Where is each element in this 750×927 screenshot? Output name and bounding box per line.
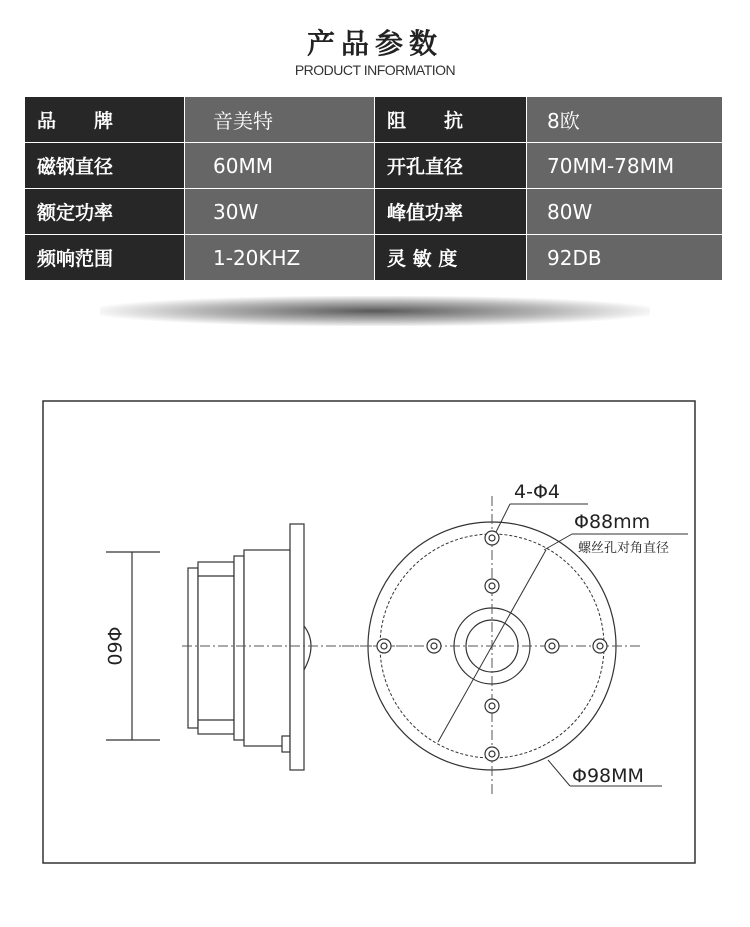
spec-table	[24, 96, 723, 281]
holes-label: 4-Φ4	[514, 481, 560, 503]
spec-value-sensitivity: 92DB	[527, 235, 723, 281]
page-subtitle: PRODUCT INFORMATION	[294, 62, 456, 78]
spec-value-cutout-diameter: 70MM-78MM	[527, 143, 723, 189]
spec-label-peak-power: 峰值功率	[375, 189, 527, 235]
spec-label-cutout-diameter: 开孔直径	[375, 143, 527, 189]
page-title: 产品参数	[306, 27, 443, 60]
side-diameter-label: Φ60	[103, 626, 125, 666]
outer-diameter-label: Φ98MM	[572, 765, 644, 787]
spec-value-rated-power: 30W	[185, 189, 375, 235]
table-row	[25, 189, 723, 235]
spec-label-frequency-range: 频响范围	[25, 235, 185, 281]
spec-label-impedance: 阻 抗	[375, 97, 527, 143]
spec-value-peak-power: 80W	[527, 189, 723, 235]
spec-label-brand: 品 牌	[25, 97, 185, 143]
spec-value-impedance: 8欧	[527, 97, 723, 143]
hole-circle-label: Φ88mm	[574, 511, 651, 533]
spec-label-magnet-diameter: 磁钢直径	[25, 143, 185, 189]
table-row	[25, 143, 723, 189]
table-row	[25, 97, 723, 143]
technical-drawing	[42, 400, 698, 866]
spec-label-rated-power: 额定功率	[25, 189, 185, 235]
spec-label-sensitivity: 灵 敏 度	[375, 235, 527, 281]
spec-value-magnet-diameter: 60MM	[185, 143, 375, 189]
spec-value-brand: 音美特	[185, 97, 375, 143]
table-row	[25, 235, 723, 281]
hole-circle-note: 螺丝孔对角直径	[578, 541, 670, 556]
spec-value-frequency-range: 1-20KHZ	[185, 235, 375, 281]
decorative-shadow	[100, 296, 650, 326]
